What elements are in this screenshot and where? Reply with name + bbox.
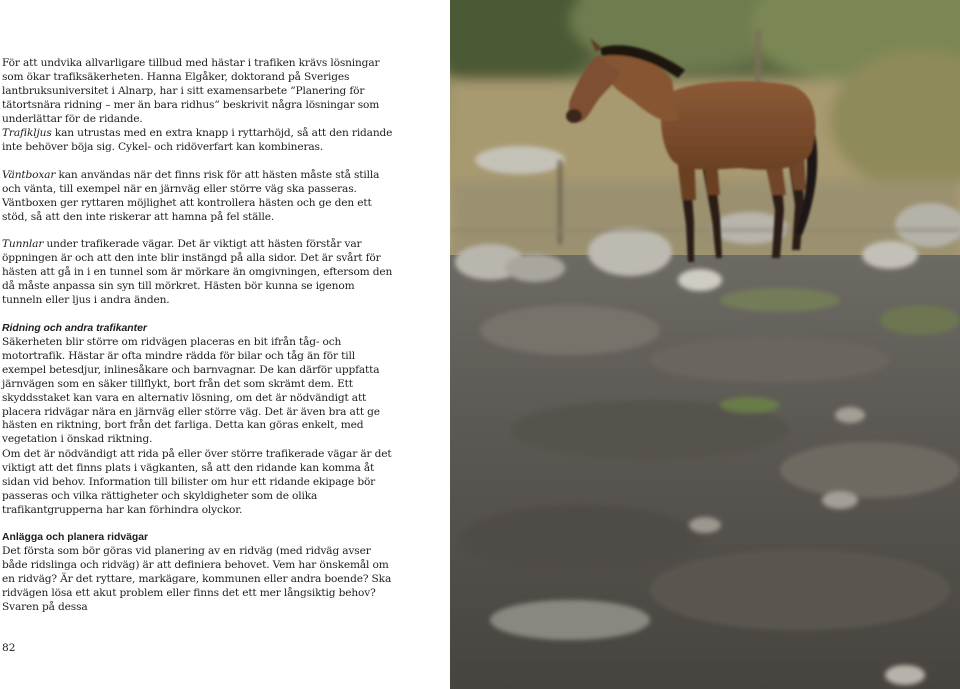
horse-photo-illustration bbox=[450, 0, 960, 689]
term-tunnlar: Tunnlar bbox=[2, 238, 44, 250]
term-vantboxar: Väntboxar bbox=[2, 169, 56, 181]
page-number: 82 bbox=[2, 642, 16, 654]
horse-photo bbox=[450, 0, 960, 689]
paragraph-roads: Om det är nödvändigt att rida på eller över större trafikerade vägar är det viktigt att det finns plats i vägkanten, så att den ridande kan komma åt sidan vid behov. Information till bilister om hur ett ridande ekipage bör passeras och vilka rättigheter och skyldigheter som de olika trafikantgrupperna har kan förhindra olyckor. bbox=[2, 448, 392, 516]
text-column bbox=[0, 0, 450, 689]
section-heading-riding-traffic: Ridning och andra trafikanter bbox=[2, 323, 147, 334]
paragraph-planning: Det första som bör göras vid planering av en ridväg (med ridväg avser både ridslinga och ridväg) är att definiera behovet. Vem har önskemål om en ridväg? Är det ryttare, markägare, kommunen eller andra boende? Ska ridvägen lösa ett akut problem eller finns det ett mer långsiktig behov? Svaren på dessa bbox=[2, 545, 392, 613]
paragraph-safety: Säkerheten blir större om ridvägen placeras en bit ifrån tåg- och motortrafik. Hästar är ofta mindre rädda för bilar och tåg än för till exempel betesdjur, inlinesåkare och barnvagnar. De kan därför uppfatta järnvägen som en säker tillflykt, bort från det som skrämt dem. Ett skyddsstaket kan vara en alternativ lösning, om det är nödvändigt att placera ridvägar nära en järnväg eller större väg. Det är även bra att ge hästen en riktning, bort från det farliga. Detta kan göras enkelt, med vegetation i önskad riktning. bbox=[2, 336, 380, 446]
term-trafikljus: Trafikljus bbox=[2, 127, 52, 139]
paragraph-intro: För att undvika allvarligare tillbud med hästar i trafiken krävs lösningar som ökar trafiksäkerheten. Hanna Elgåker, doktorand på Sveriges lantbruksuniversitet i Alnarp, har i sitt examensarbete ”Planering för tätortsnära ridning – mer än bara ridhus” beskrivit några lösningar som underlättar för de ridande. bbox=[2, 57, 380, 125]
paragraph-text: kan utrustas med en extra knapp i ryttarhöjd, så att den ridande inte behöver böja sig. Cykel- och ridöverfart kan kombineras. bbox=[2, 127, 393, 153]
section-heading-planning: Anlägga och planera ridvägar bbox=[2, 532, 149, 543]
paragraph-text: kan användas när det finns risk för att hästen måste stå stilla och vänta, till exempel när en järnväg eller större väg ska passeras. Väntboxen ger ryttaren möjlighet att kontrollera hästen och ge den ett stöd, så att den inte riskerar att hamna på fel ställe. bbox=[2, 169, 380, 223]
paragraph-tunnels bbox=[2, 238, 394, 308]
paragraph-text: under trafikerade vägar. Det är viktigt att hästen förstår var öppningen är och att den inte blir instängd på alla sidor. Det är svårt för hästen att gå in i en tunnel som är mörkare än omgivningen, eftersom den då måste anpassa sin syn till mörkret. Hästen bör kunna se igenom tunneln eller ljus i andra änden. bbox=[2, 238, 393, 306]
paragraph-waiting-boxes bbox=[2, 169, 394, 225]
paragraph-traffic-lights bbox=[2, 127, 394, 155]
